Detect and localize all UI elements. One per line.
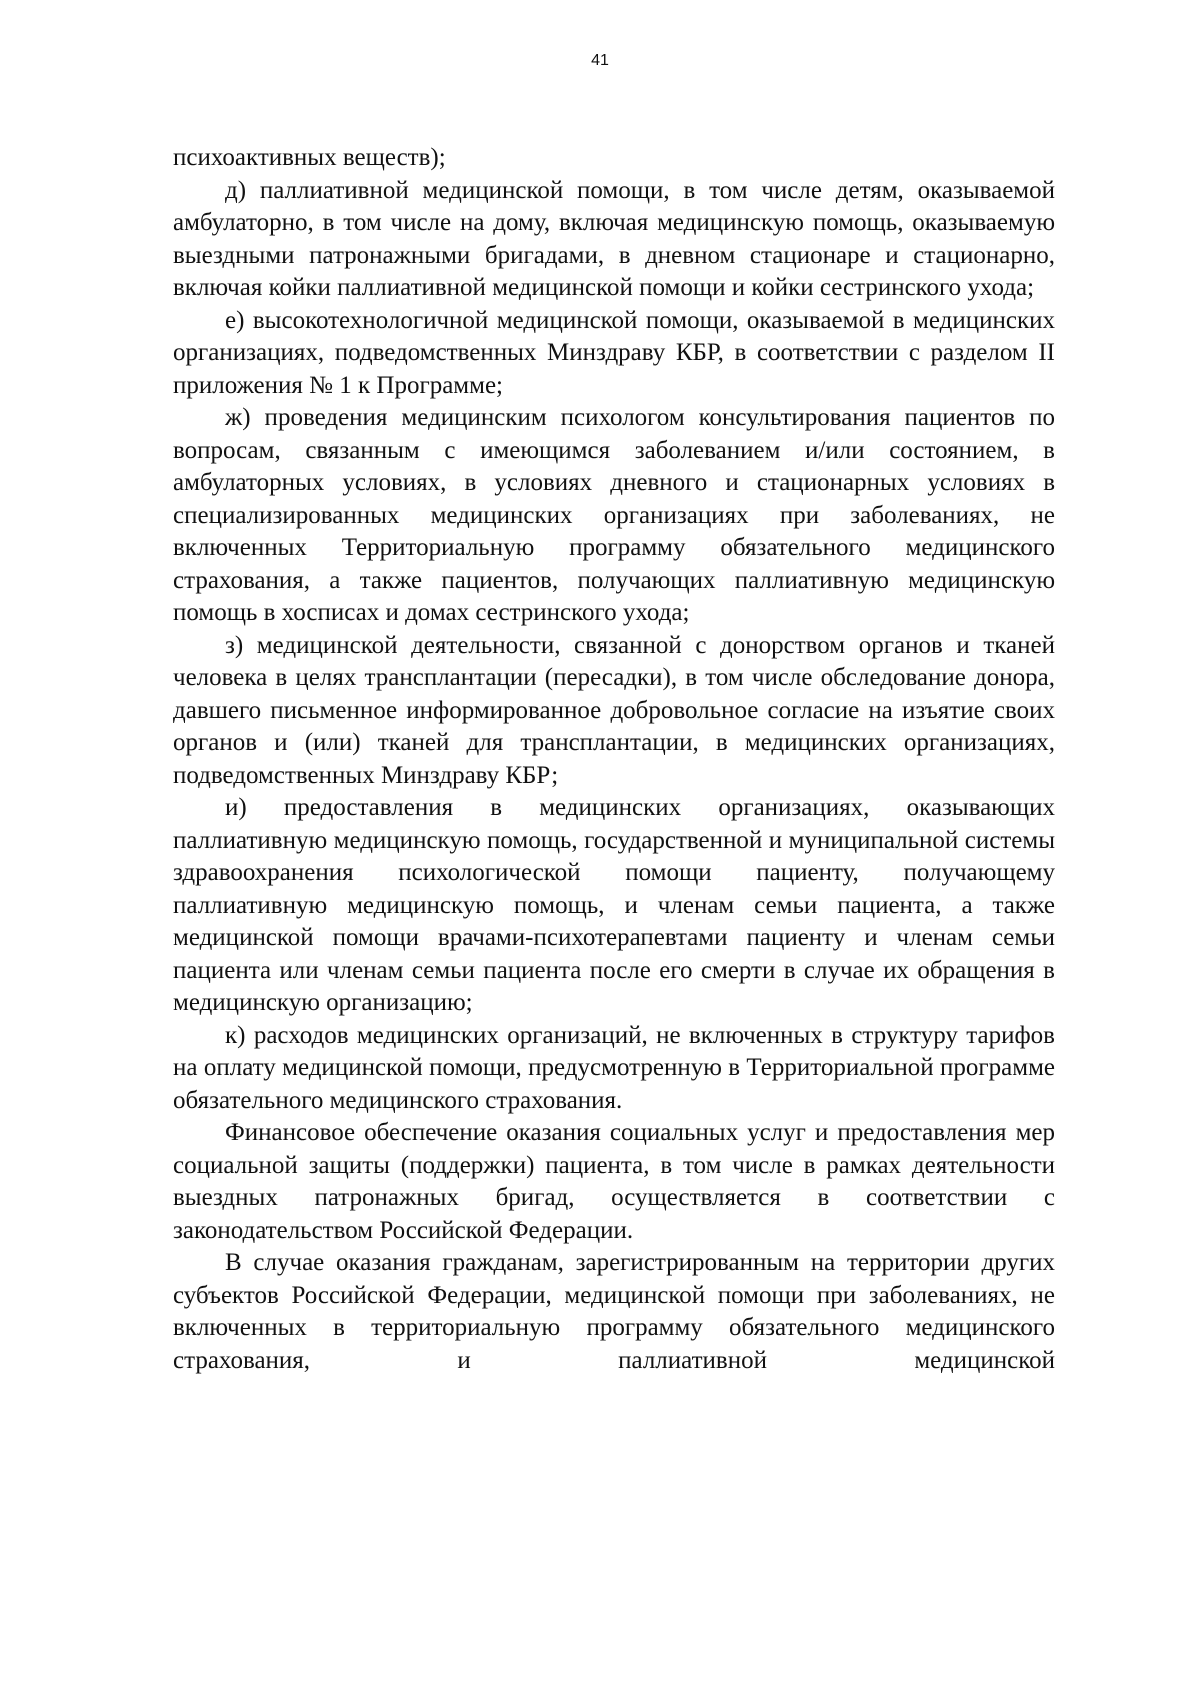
paragraph-item-zh: ж) проведения медицинским психологом консультирования пациентов по вопросам, связанным с имеющимся заболеванием и/или состоянием, в амбулаторных условиях, в условиях дневного и стационарных условиях в специализированных медицинских организациях при заболеваниях, не включенных Территориальную программу обязательного медицинского страхования, а также пациентов, получающих паллиативную медицинскую помощь в хосписах и домах сестринского ухода; (173, 404, 1055, 626)
paragraph-item-d: д) паллиативной медицинской помощи, в том числе детям, оказываемой амбулаторно, в том числе на дому, включая медицинскую помощь, оказываемую выездными патронажными бригадами, в дневном стационаре и стационарно, включая койки паллиативной медицинской помощи и койки сестринского ухода; (173, 176, 1055, 301)
document-body (173, 142, 1055, 1377)
page-number: 41 (591, 52, 609, 69)
paragraph-item-i: и) предоставления в медицинских организациях, оказывающих паллиативную медицинскую помощь, государственной и муниципальной системы здравоохранения психологической помощи пациенту, получающему паллиативную медицинскую помощь, и членам семьи пациента, а также медицинской помощи врачами-психотерапевтами пациенту и членам семьи пациента или членам семьи пациента после его смерти в случае их обращения в медицинскую организацию; (173, 794, 1055, 1016)
paragraph-continuation: психоактивных веществ); (173, 144, 446, 171)
paragraph-item-z: з) медицинской деятельности, связанной с донорством органов и тканей человека в целях трансплантации (пересадки), в том числе обследование донора, давшего письменное информированное добровольное согласие на изъятие своих органов и (или) тканей для трансплантации, в медицинских организациях, подведомственных Минздраву КБР; (173, 631, 1055, 789)
paragraph-item-e: е) высокотехнологичной медицинской помощи, оказываемой в медицинских организациях, подведомственных Минздраву КБР, в соответствии с разделом II приложения № 1 к Программе; (173, 306, 1055, 399)
paragraph-item-k: к) расходов медицинских организаций, не включенных в структуру тарифов на оплату медицинской помощи, предусмотренную в Территориальной программе обязательного медицинского страхования. (173, 1021, 1055, 1114)
paragraph-social-services: Финансовое обеспечение оказания социальных услуг и предоставления мер социальной защиты (поддержки) пациента, в том числе в рамках деятельности выездных патронажных бригад, осуществляется в соответствии с законодательством Российской Федерации. (173, 1119, 1055, 1244)
paragraph-other-regions: В случае оказания гражданам, зарегистрированным на территории других субъектов Российской Федерации, медицинской помощи при заболеваниях, не включенных в территориальную программу обязательного медицинского страхования, и паллиативной медицинской (173, 1249, 1055, 1374)
